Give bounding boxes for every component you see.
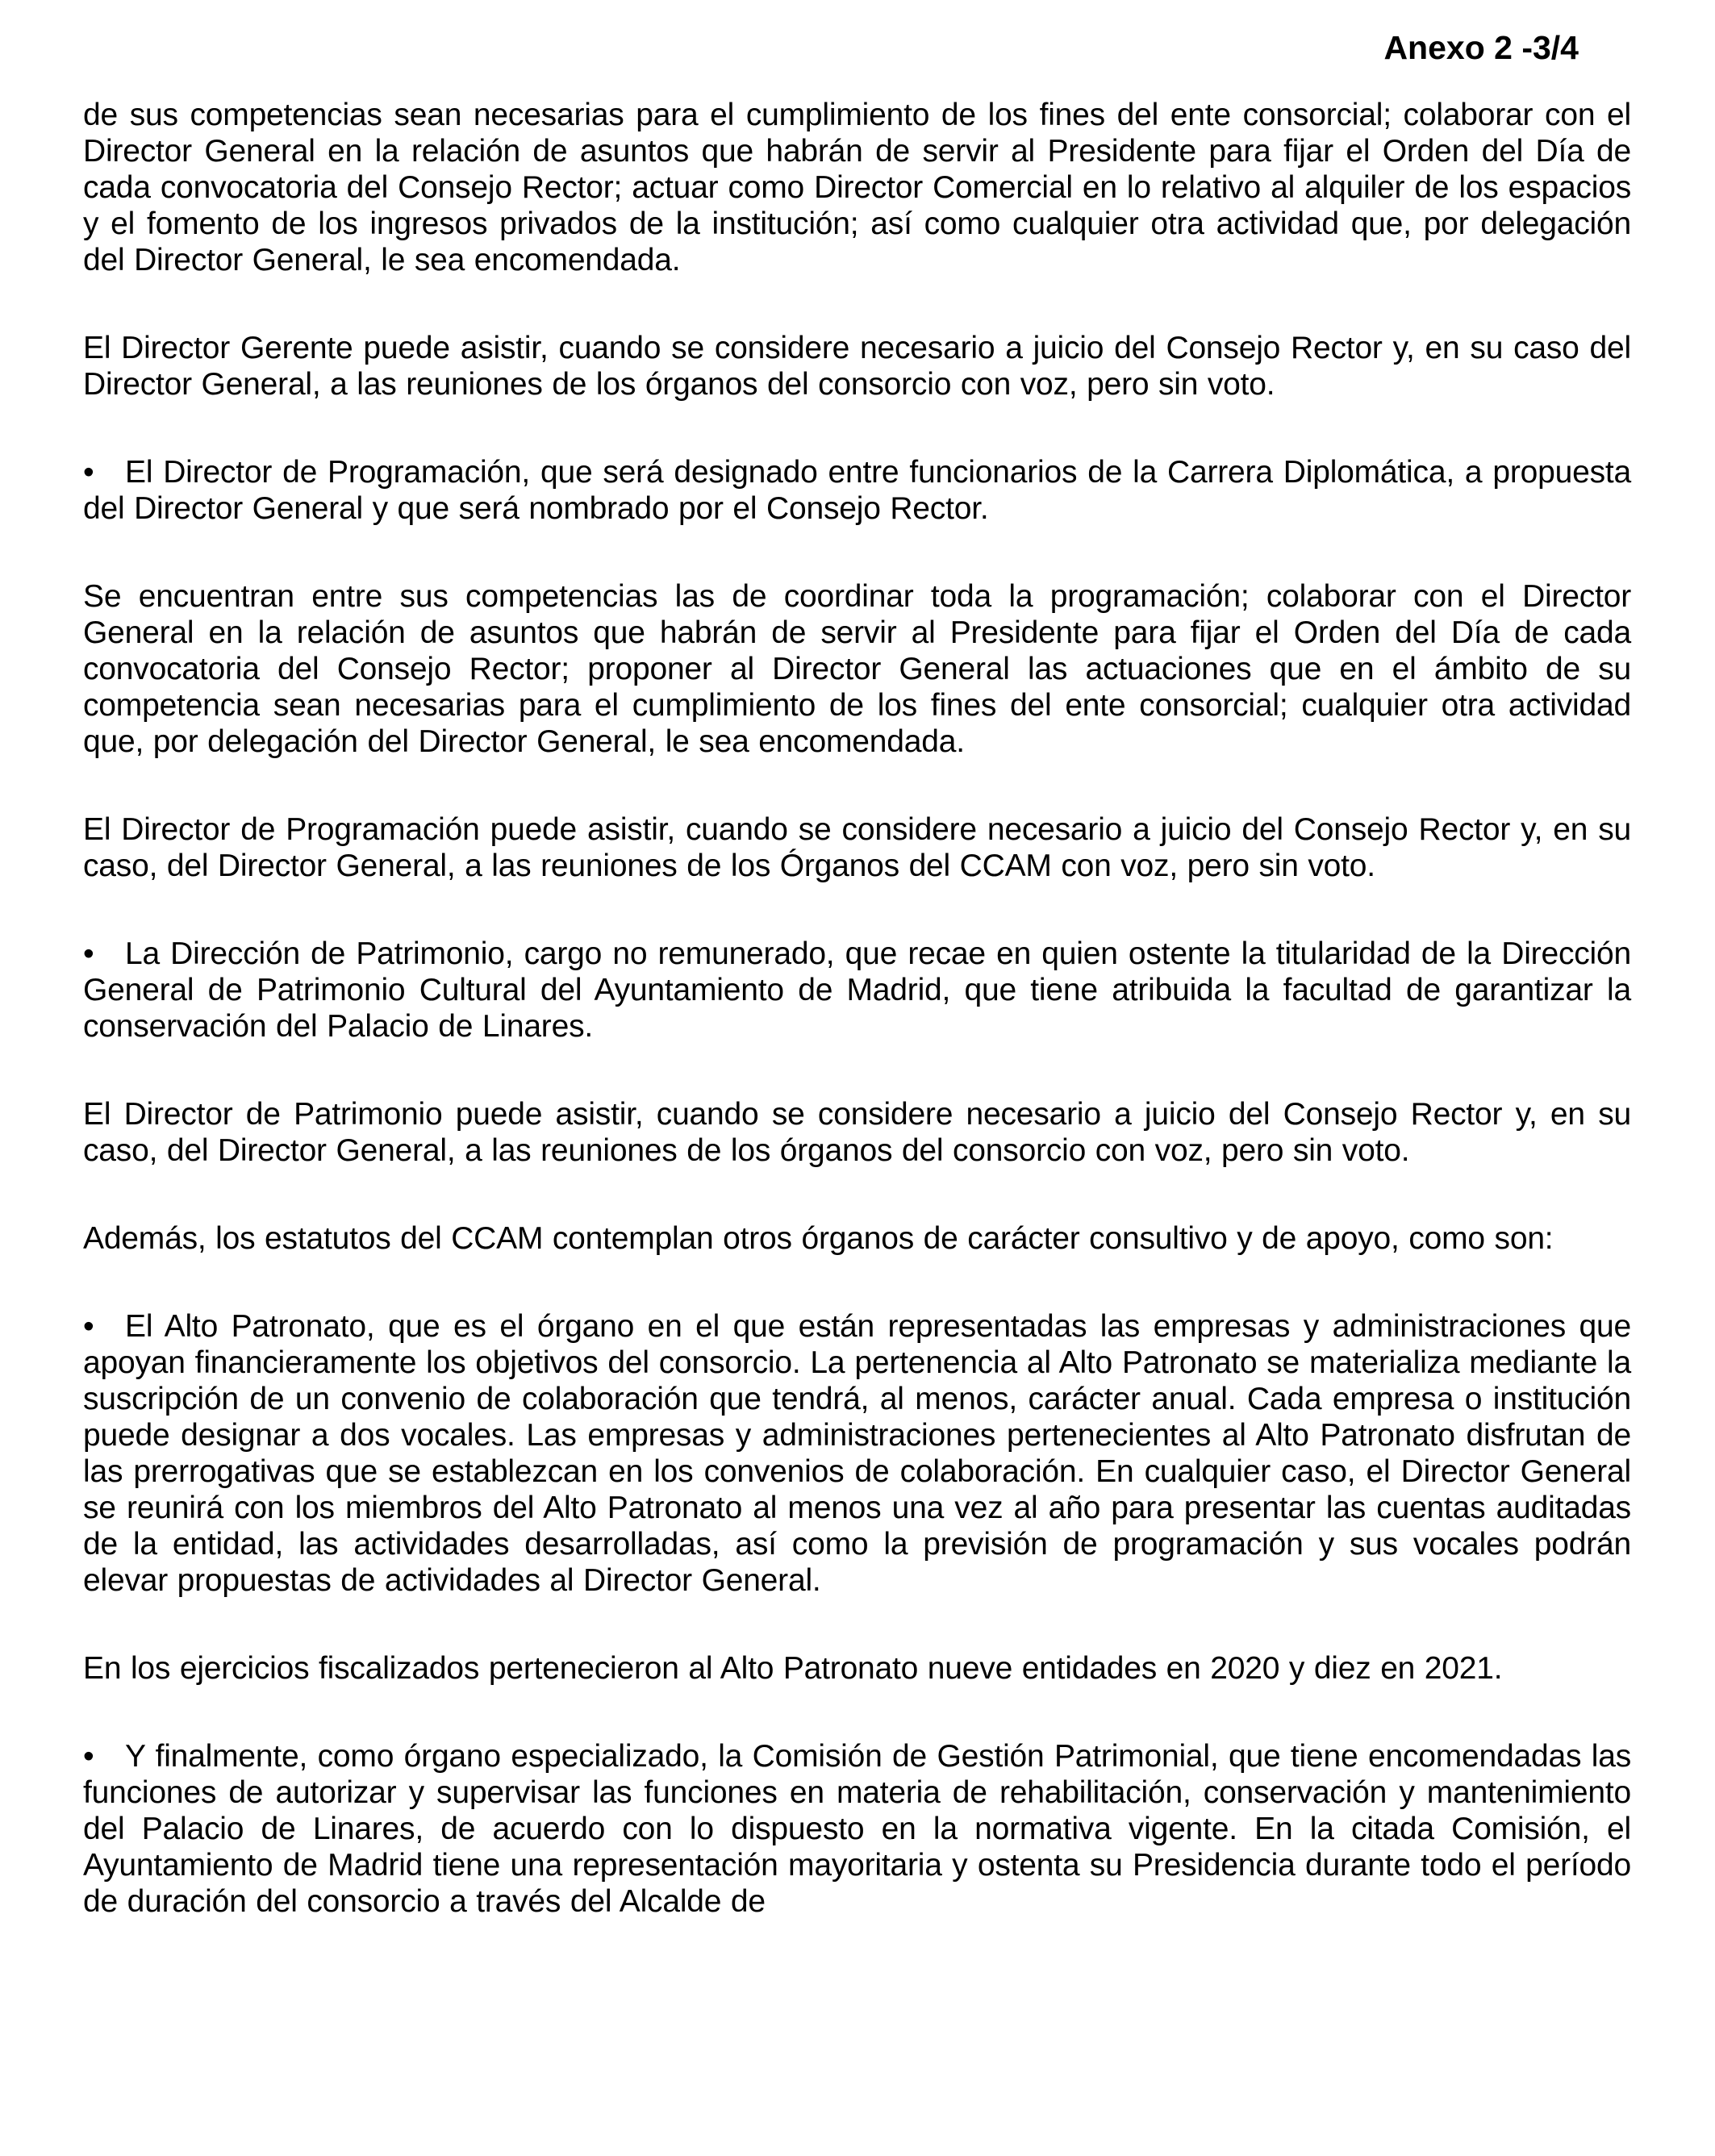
paragraph: En los ejercicios fiscalizados pertenecieron al Alto Patronato nueve entidades en 2020 y diez en 2021.: [83, 1651, 1503, 1686]
paragraph: de sus competencias sean necesarias para el cumplimiento de los fines del ente consorcial; colaborar con el Director General en la relación de asuntos que habrán de servir al Presidente para fijar el Orden del Día de cada convocatoria del Consejo Rector; actuar como Director Comercial en lo relativo al alquiler de los espacios y el fomento de los ingresos privados de la institución; así como cualquier otra actividad que, por delegación del Director General, le sea encomendada.: [83, 98, 1631, 277]
paragraph: Se encuentran entre sus competencias las de coordinar toda la programación; colaborar con el Director General en la relación de asuntos que habrán de servir al Presidente para fijar el Orden del Día de cada convocatoria del Consejo Rector; proponer al Director General las actuaciones que en el ámbito de su competencia sean necesarias para el cumplimiento de los fines del ente consorcial; cualquier otra actividad que, por delegación del Director General, le sea encomendada.: [83, 579, 1631, 759]
bullet-text: Y finalmente, como órgano especializado, la Comisión de Gestión Patrimonial, que tiene encomendadas las funciones de autorizar y supervisar las funciones en materia de rehabilitación, conservación y mantenimiento del Palacio de Linares, de acuerdo con lo dispuesto en la normativa vigente. En la citada Comisión, el Ayuntamiento de Madrid tiene una representación mayoritaria y ostenta su Presidencia durante todo el período de duración del consorcio a través del Alcalde de: [83, 1739, 1631, 1919]
bullet-item: [83, 936, 1631, 1045]
annex-page-label: Anexo 2 -3/4: [1383, 29, 1579, 66]
bullet-icon: •: [83, 1739, 94, 1774]
paragraph: El Director de Patrimonio puede asistir, cuando se considere necesario a juicio del Consejo Rector y, en su caso, del Director General, a las reuniones de los órganos del consorcio con voz, pero sin voto.: [83, 1097, 1631, 1168]
bullet-text: La Dirección de Patrimonio, cargo no remunerado, que recae en quien ostente la titularidad de la Dirección General de Patrimonio Cultural del Ayuntamiento de Madrid, que tiene atribuida la facultad de garantizar la conservación del Palacio de Linares.: [83, 936, 1631, 1044]
paragraph: El Director Gerente puede asistir, cuando se considere necesario a juicio del Consejo Rector y, en su caso del Director General, a las reuniones de los órganos del consorcio con voz, pero sin voto.: [83, 331, 1631, 402]
bullet-icon: •: [83, 455, 94, 490]
bullet-text: El Alto Patronato, que es el órgano en el que están representadas las empresas y administraciones que apoyan financieramente los objetivos del consorcio. La pertenencia al Alto Patronato se materializa mediante la suscripción de un convenio de colaboración que tendrá, al menos, carácter anual. Cada empresa o institución puede designar a dos vocales. Las empresas y administraciones pertenecientes al Alto Patronato disfrutan de las prerrogativas que se establezcan en los convenios de colaboración. En cualquier caso, el Director General se reunirá con los miembros del Alto Patronato al menos una vez al año para presentar las cuentas auditadas de la entidad, las actividades desarrolladas, así como la previsión de programación y sus vocales podrán elevar propuestas de actividades al Director General.: [83, 1309, 1631, 1598]
bullet-icon: •: [83, 936, 94, 971]
paragraph: El Director de Programación puede asistir, cuando se considere necesario a juicio del Consejo Rector y, en su caso, del Director General, a las reuniones de los Órganos del CCAM con voz, pero sin voto.: [83, 812, 1631, 883]
bullet-icon: •: [83, 1309, 94, 1344]
bullet-text: El Director de Programación, que será designado entre funcionarios de la Carrera Diplomática, a propuesta del Director General y que será nombrado por el Consejo Rector.: [83, 455, 1631, 526]
bullet-item: [83, 1738, 1631, 1920]
bullet-item: [83, 454, 1631, 527]
bullet-item: [83, 1308, 1631, 1599]
paragraph: Además, los estatutos del CCAM contemplan otros órganos de carácter consultivo y de apoyo, como son:: [83, 1221, 1554, 1256]
